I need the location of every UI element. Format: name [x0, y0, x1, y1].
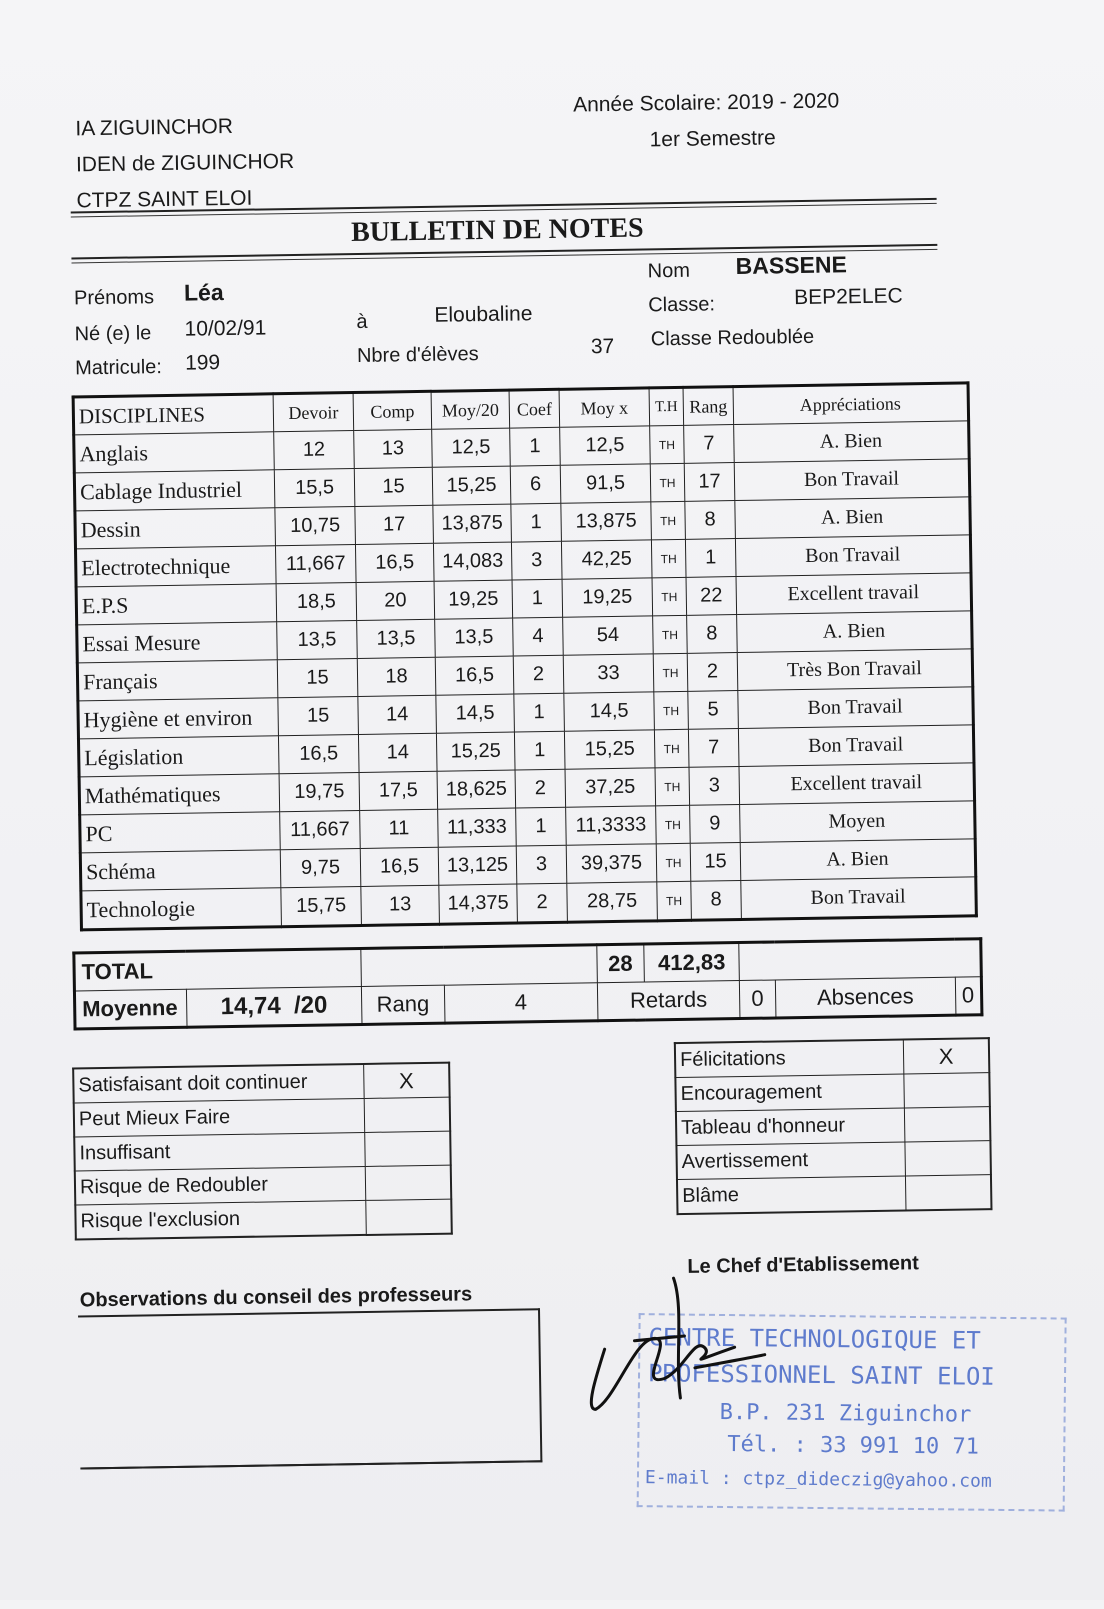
- work-assessment-label: Risque de Redoubler: [75, 1166, 366, 1205]
- header-ia: IA ZIGUINCHOR: [75, 114, 234, 141]
- discipline-cell: Electrotechnique: [75, 546, 276, 587]
- moy20-cell: 13,875: [433, 504, 512, 543]
- retards-label: Retards: [597, 981, 740, 1021]
- discipline-cell: Technologie: [81, 888, 282, 930]
- coef-cell: 3: [516, 845, 567, 884]
- distinction-checkbox[interactable]: [905, 1141, 991, 1176]
- distinction-checkbox[interactable]: [904, 1107, 990, 1142]
- moyx-cell: 19,25: [562, 578, 653, 617]
- moyx-cell: 39,375: [566, 844, 657, 883]
- rang-cell: 8: [685, 501, 736, 540]
- birthplace-value: Eloubaline: [434, 302, 533, 327]
- discipline-cell: Schéma: [80, 850, 281, 891]
- discipline-cell: Cablage Industriel: [74, 470, 275, 511]
- distinction-row: [675, 1038, 990, 1077]
- moyx-cell: 14,5: [564, 692, 655, 731]
- appreciation-cell: A. Bien: [737, 611, 973, 653]
- rang-cell: 3: [689, 767, 740, 806]
- coef-cell: 2: [517, 883, 568, 923]
- discipline-cell: Mathématiques: [79, 774, 280, 815]
- header-moyx: Moy x: [559, 388, 650, 427]
- appreciation-cell: Bon Travail: [734, 459, 970, 501]
- work-assessment-label: Risque l'exclusion: [75, 1200, 366, 1239]
- absences-value: 0: [955, 977, 982, 1015]
- discipline-cell: Anglais: [74, 432, 275, 473]
- coef-cell: 1: [510, 427, 561, 466]
- header-iden: IDEN de ZIGUINCHOR: [75, 149, 295, 177]
- comp-cell: 15: [354, 467, 433, 506]
- comp-cell: 16,5: [360, 847, 439, 886]
- coef-cell: 4: [513, 617, 564, 656]
- rang-cell: 2: [687, 653, 738, 692]
- moy20-cell: 14,5: [436, 694, 515, 733]
- header-rang: Rang: [683, 387, 734, 426]
- distinction-label: Avertissement: [676, 1142, 905, 1180]
- moyx-cell: 28,75: [567, 882, 658, 922]
- work-assessment-checkbox[interactable]: X: [364, 1063, 450, 1099]
- distinction-row: [675, 1073, 989, 1112]
- class-size-value: 37: [590, 334, 615, 359]
- discipline-cell: PC: [80, 812, 281, 853]
- devoir-cell: 10,75: [275, 507, 356, 546]
- devoir-cell: 15: [277, 659, 358, 698]
- work-assessment-checkbox[interactable]: [365, 1131, 451, 1166]
- devoir-cell: 15,75: [281, 886, 362, 926]
- rang-cell: 8: [691, 881, 742, 921]
- rang-cell: 9: [690, 805, 741, 844]
- work-assessment-row: [75, 1199, 451, 1239]
- comp-cell: 16,5: [355, 543, 434, 582]
- comp-cell: 14: [358, 733, 437, 772]
- th-cell: TH: [651, 539, 686, 578]
- th-cell: TH: [657, 881, 692, 921]
- comp-cell: 17: [355, 505, 434, 544]
- discipline-cell: Dessin: [75, 508, 276, 549]
- appreciation-cell: Bon Travail: [741, 877, 977, 920]
- header-comp: Comp: [353, 391, 432, 430]
- birthplace-label: à: [356, 310, 368, 333]
- class-size-label: Nbre d'élèves: [356, 343, 479, 367]
- comp-cell: 14: [358, 695, 437, 734]
- repeated-class: Classe Redoublée: [650, 325, 815, 351]
- stamp-line-2: PROFESSIONNEL SAINT ELOI: [647, 1359, 995, 1391]
- moy20-cell: 19,25: [434, 580, 513, 619]
- moyx-cell: 15,25: [564, 730, 655, 769]
- moy20-cell: 15,25: [432, 466, 511, 505]
- comp-cell: 17,5: [359, 771, 438, 810]
- work-assessment-label: Insuffisant: [74, 1132, 365, 1171]
- page-title: BULLETIN DE NOTES: [350, 212, 644, 249]
- discipline-cell: Français: [77, 660, 278, 701]
- comp-cell: 11: [360, 809, 439, 848]
- rang-cell: 15: [690, 843, 741, 882]
- matricule-value: 199: [184, 351, 221, 375]
- th-cell: TH: [652, 577, 687, 616]
- work-assessment-label: Satisfaisant doit continuer: [73, 1064, 364, 1103]
- stamp-line-3: B.P. 231 Ziguinchor: [719, 1399, 972, 1428]
- th-cell: TH: [656, 805, 691, 844]
- comp-cell: 18: [357, 657, 436, 696]
- coef-cell: 1: [511, 503, 562, 542]
- devoir-cell: 19,75: [279, 772, 360, 811]
- appreciation-cell: Bon Travail: [738, 725, 974, 767]
- moy20-cell: 18,625: [437, 770, 516, 809]
- distinction-checkbox[interactable]: [904, 1073, 990, 1108]
- work-assessment-table: [72, 1062, 453, 1241]
- comp-cell: 13,5: [357, 619, 436, 658]
- moy20-cell: 13,5: [435, 618, 514, 657]
- appreciation-cell: A. Bien: [735, 497, 971, 539]
- header-coef: Coef: [509, 389, 560, 428]
- th-cell: TH: [650, 463, 685, 502]
- rang-value: 4: [444, 983, 597, 1023]
- work-assessment-label: Peut Mieux Faire: [74, 1098, 365, 1137]
- moyx-cell: 13,875: [561, 502, 652, 541]
- moyenne-value: [186, 986, 361, 1027]
- moy20-cell: 11,333: [438, 808, 517, 847]
- moyenne-label: Moyenne: [74, 989, 186, 1029]
- birthdate-label: Né (e) le: [74, 322, 152, 346]
- discipline-cell: Législation: [78, 736, 279, 777]
- rang-cell: 7: [684, 425, 735, 464]
- moy20-cell: 15,25: [436, 732, 515, 771]
- th-cell: TH: [654, 729, 689, 768]
- th-cell: TH: [655, 767, 690, 806]
- moyx-cell: 12,5: [560, 426, 651, 465]
- distinction-row: [677, 1175, 992, 1214]
- observations-label: Observations du conseil des professeurs: [79, 1283, 473, 1312]
- moyenne-max: /20: [293, 991, 328, 1020]
- observations-box: [78, 1308, 542, 1469]
- discipline-cell: Hygiène et environ: [78, 698, 279, 739]
- distinction-row: [676, 1107, 990, 1146]
- matricule-label: Matricule:: [74, 356, 163, 380]
- prenoms-value: Léa: [183, 279, 224, 306]
- moyx-cell: 37,25: [565, 768, 656, 807]
- header-disciplines: DISCIPLINES: [73, 394, 274, 435]
- header-appreciations: Appréciations: [733, 383, 969, 425]
- comp-cell: 20: [356, 581, 435, 620]
- work-assessment-checkbox[interactable]: [366, 1199, 452, 1235]
- retards-value: 0: [740, 980, 776, 1019]
- absences-label: Absences: [775, 977, 956, 1018]
- comp-cell: 13: [361, 885, 440, 925]
- th-cell: TH: [653, 615, 688, 654]
- devoir-cell: 15,5: [274, 469, 355, 508]
- distinction-checkbox[interactable]: [905, 1175, 991, 1211]
- distinction-row: [676, 1141, 990, 1180]
- summary-table: [72, 937, 983, 1030]
- stamp-line-1: CENTRE TECHNOLOGIQUE ET: [648, 1323, 981, 1355]
- coef-cell: 2: [513, 655, 564, 694]
- distinction-label: Blâme: [677, 1176, 906, 1214]
- moyx-cell: 33: [563, 654, 654, 693]
- stamp-line-5: E-mail : ctpz_dideczig@yahoo.com: [644, 1467, 992, 1492]
- moyenne-number: 14,74: [220, 992, 281, 1021]
- work-assessment-checkbox[interactable]: [364, 1097, 450, 1132]
- rang-label: Rang: [361, 985, 445, 1024]
- distinction-label: Tableau d'honneur: [676, 1108, 905, 1146]
- distinction-label: Félicitations: [675, 1039, 904, 1077]
- total-label: TOTAL: [74, 948, 361, 990]
- coef-cell: 1: [514, 693, 565, 732]
- work-assessment-row: [73, 1063, 449, 1103]
- discipline-cell: E.P.S: [76, 584, 277, 625]
- nom-value: BASSENE: [735, 251, 848, 280]
- appreciation-cell: Bon Travail: [738, 687, 974, 729]
- coef-cell: 1: [514, 731, 565, 770]
- appreciation-cell: Excellent travail: [736, 573, 972, 615]
- comp-cell: 13: [354, 429, 433, 468]
- appreciation-cell: Bon Travail: [735, 535, 971, 577]
- stamp-line-4: Tél. : 33 991 10 71: [727, 1432, 980, 1460]
- appreciation-cell: A. Bien: [734, 421, 970, 463]
- devoir-cell: 9,75: [280, 848, 361, 887]
- coef-cell: 6: [510, 465, 561, 504]
- appreciation-cell: A. Bien: [740, 839, 976, 881]
- appreciation-cell: Moyen: [740, 801, 976, 843]
- moyx-cell: 11,3333: [566, 806, 657, 845]
- devoir-cell: 13,5: [277, 621, 358, 660]
- header-devoir: Devoir: [273, 393, 354, 432]
- classe-label: Classe:: [648, 293, 716, 317]
- rang-cell: 7: [688, 729, 739, 768]
- prenoms-label: Prénoms: [73, 286, 155, 310]
- grades-table: [72, 381, 978, 931]
- th-cell: TH: [653, 653, 688, 692]
- header-th: T.H: [649, 387, 684, 426]
- rang-cell: 5: [688, 691, 739, 730]
- moy20-cell: 12,5: [432, 428, 511, 467]
- devoir-cell: 15: [278, 697, 359, 736]
- th-cell: TH: [654, 691, 689, 730]
- th-cell: TH: [651, 501, 686, 540]
- total-spacer: [361, 945, 597, 987]
- moy20-cell: 14,375: [439, 884, 518, 924]
- coef-cell: 1: [512, 579, 563, 618]
- distinction-label: Encouragement: [675, 1074, 904, 1112]
- classe-value: BEP2ELEC: [793, 284, 903, 310]
- moy20-cell: 13,125: [438, 846, 517, 885]
- chef-label: Le Chef d'Etablissement: [687, 1252, 919, 1278]
- distinction-checkbox[interactable]: X: [903, 1038, 989, 1074]
- school-year: Année Scolaire: 2019 - 2020: [572, 89, 840, 117]
- header-school: CTPZ SAINT ELOI: [76, 186, 253, 213]
- moy20-cell: 14,083: [433, 542, 512, 581]
- semester: 1er Semestre: [649, 126, 776, 152]
- total-moyx: 412,83: [644, 943, 740, 982]
- work-assessment-checkbox[interactable]: [365, 1165, 451, 1200]
- moyx-cell: 54: [563, 616, 654, 655]
- coef-cell: 1: [516, 807, 567, 846]
- devoir-cell: 16,5: [278, 735, 359, 774]
- moyx-cell: 42,25: [561, 540, 652, 579]
- moy20-cell: 16,5: [435, 656, 514, 695]
- discipline-cell: Essai Mesure: [77, 622, 278, 663]
- devoir-cell: 18,5: [276, 583, 357, 622]
- header-moy20: Moy/20: [431, 390, 510, 429]
- th-cell: TH: [656, 843, 691, 882]
- devoir-cell: 11,667: [280, 810, 361, 849]
- devoir-cell: 12: [274, 431, 355, 470]
- total-coef: 28: [596, 944, 644, 983]
- distinctions-table: [674, 1037, 993, 1215]
- appreciation-cell: Excellent travail: [739, 763, 975, 805]
- total-trailing: [739, 939, 981, 981]
- devoir-cell: 11,667: [275, 545, 356, 584]
- rang-cell: 8: [687, 615, 738, 654]
- coef-cell: 3: [511, 541, 562, 580]
- rang-cell: 22: [686, 577, 737, 616]
- appreciation-cell: Très Bon Travail: [737, 649, 973, 691]
- th-cell: TH: [650, 425, 685, 464]
- nom-label: Nom: [647, 259, 691, 283]
- rang-cell: 17: [684, 463, 735, 502]
- signature-icon: [573, 1267, 776, 1440]
- birthdate-value: 10/02/91: [184, 316, 267, 341]
- coef-cell: 2: [515, 769, 566, 808]
- rang-cell: 1: [685, 539, 736, 578]
- moyx-cell: 91,5: [560, 464, 651, 503]
